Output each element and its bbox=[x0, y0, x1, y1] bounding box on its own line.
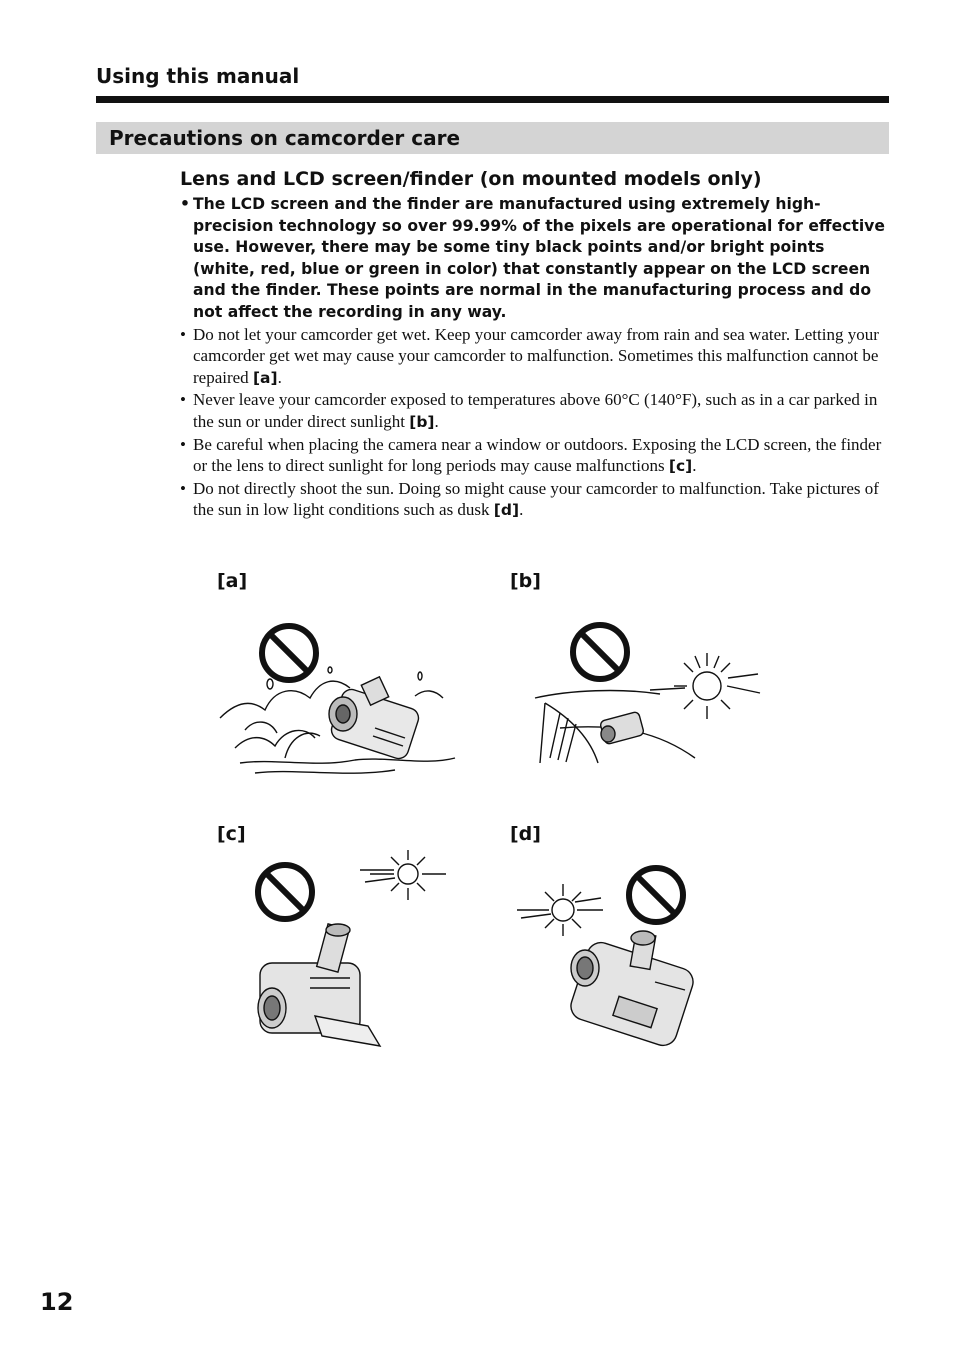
list-item bbox=[180, 324, 890, 390]
camcorder-lcd-facing-sun-illustration bbox=[250, 848, 450, 1048]
page-number: 12 bbox=[40, 1288, 74, 1316]
content-block bbox=[180, 166, 890, 522]
pixel-warning-item: • The LCD screen and the finder are manufactured using extremely high-precision technology so over 99.99% of the pixels are operational for effective use. However, there may be some tiny black points and/or bright points (white, red, blue or green in color) that constantly appear on the LCD screen and the finder. These points are normal in the manufacturing process and do not affect the recording in any way. bbox=[180, 194, 890, 324]
list-item bbox=[180, 478, 890, 522]
list-item-end: . bbox=[434, 411, 439, 431]
sun-rays-icon bbox=[360, 850, 446, 900]
camcorder-in-hot-car-illustration bbox=[530, 618, 765, 768]
list-item bbox=[180, 389, 890, 433]
list-item-text: Never leave your camcorder exposed to temperatures above 60°C (140°F), such as in a car parked in the sun or under direct sunlight bbox=[193, 390, 878, 431]
figure-ref: [b] bbox=[409, 412, 435, 431]
figure-label-d: [d] bbox=[510, 823, 541, 845]
figure-ref: [c] bbox=[668, 457, 693, 476]
section-title: Using this manual bbox=[96, 64, 300, 88]
sun-rays-icon bbox=[650, 653, 760, 719]
subsection-title: Precautions on camcorder care bbox=[109, 126, 461, 150]
sun-rays-icon bbox=[517, 884, 603, 936]
list-item bbox=[180, 434, 890, 478]
figure-ref: [a] bbox=[252, 368, 278, 387]
list-item-end: . bbox=[519, 500, 524, 520]
camcorder-in-water-illustration bbox=[215, 618, 465, 783]
figure-label-b: [b] bbox=[510, 570, 541, 592]
list-item-text: Do not directly shoot the sun. Doing so might cause your camcorder to malfunction. Take pictures of the sun in low light conditions such as dusk bbox=[193, 478, 879, 520]
figure-label-a: [a] bbox=[217, 570, 248, 592]
precautions-list bbox=[180, 194, 890, 522]
list-item-text: Be careful when placing the camera near a window or outdoors. Exposing the LCD screen, the finder or the lens to direct sunlight for long periods may cause malfunctions bbox=[193, 434, 882, 476]
figure-ref: [d] bbox=[493, 501, 520, 520]
camcorder-shooting-sun-illustration bbox=[515, 862, 695, 1052]
list-item-end: . bbox=[692, 456, 697, 476]
list-item-text: Do not let your camcorder get wet. Keep your camcorder away from rain and sea water. Letting your camcorder get wet may cause your camcorder to malfunction. Sometimes this malfunction cannot be repaired bbox=[193, 324, 879, 387]
content-heading: Lens and LCD screen/finder (on mounted models only) bbox=[180, 168, 762, 190]
list-item-end: . bbox=[277, 367, 282, 387]
figure-label-c: [c] bbox=[217, 823, 246, 845]
section-rule bbox=[96, 96, 889, 103]
subsection-band bbox=[96, 122, 889, 154]
